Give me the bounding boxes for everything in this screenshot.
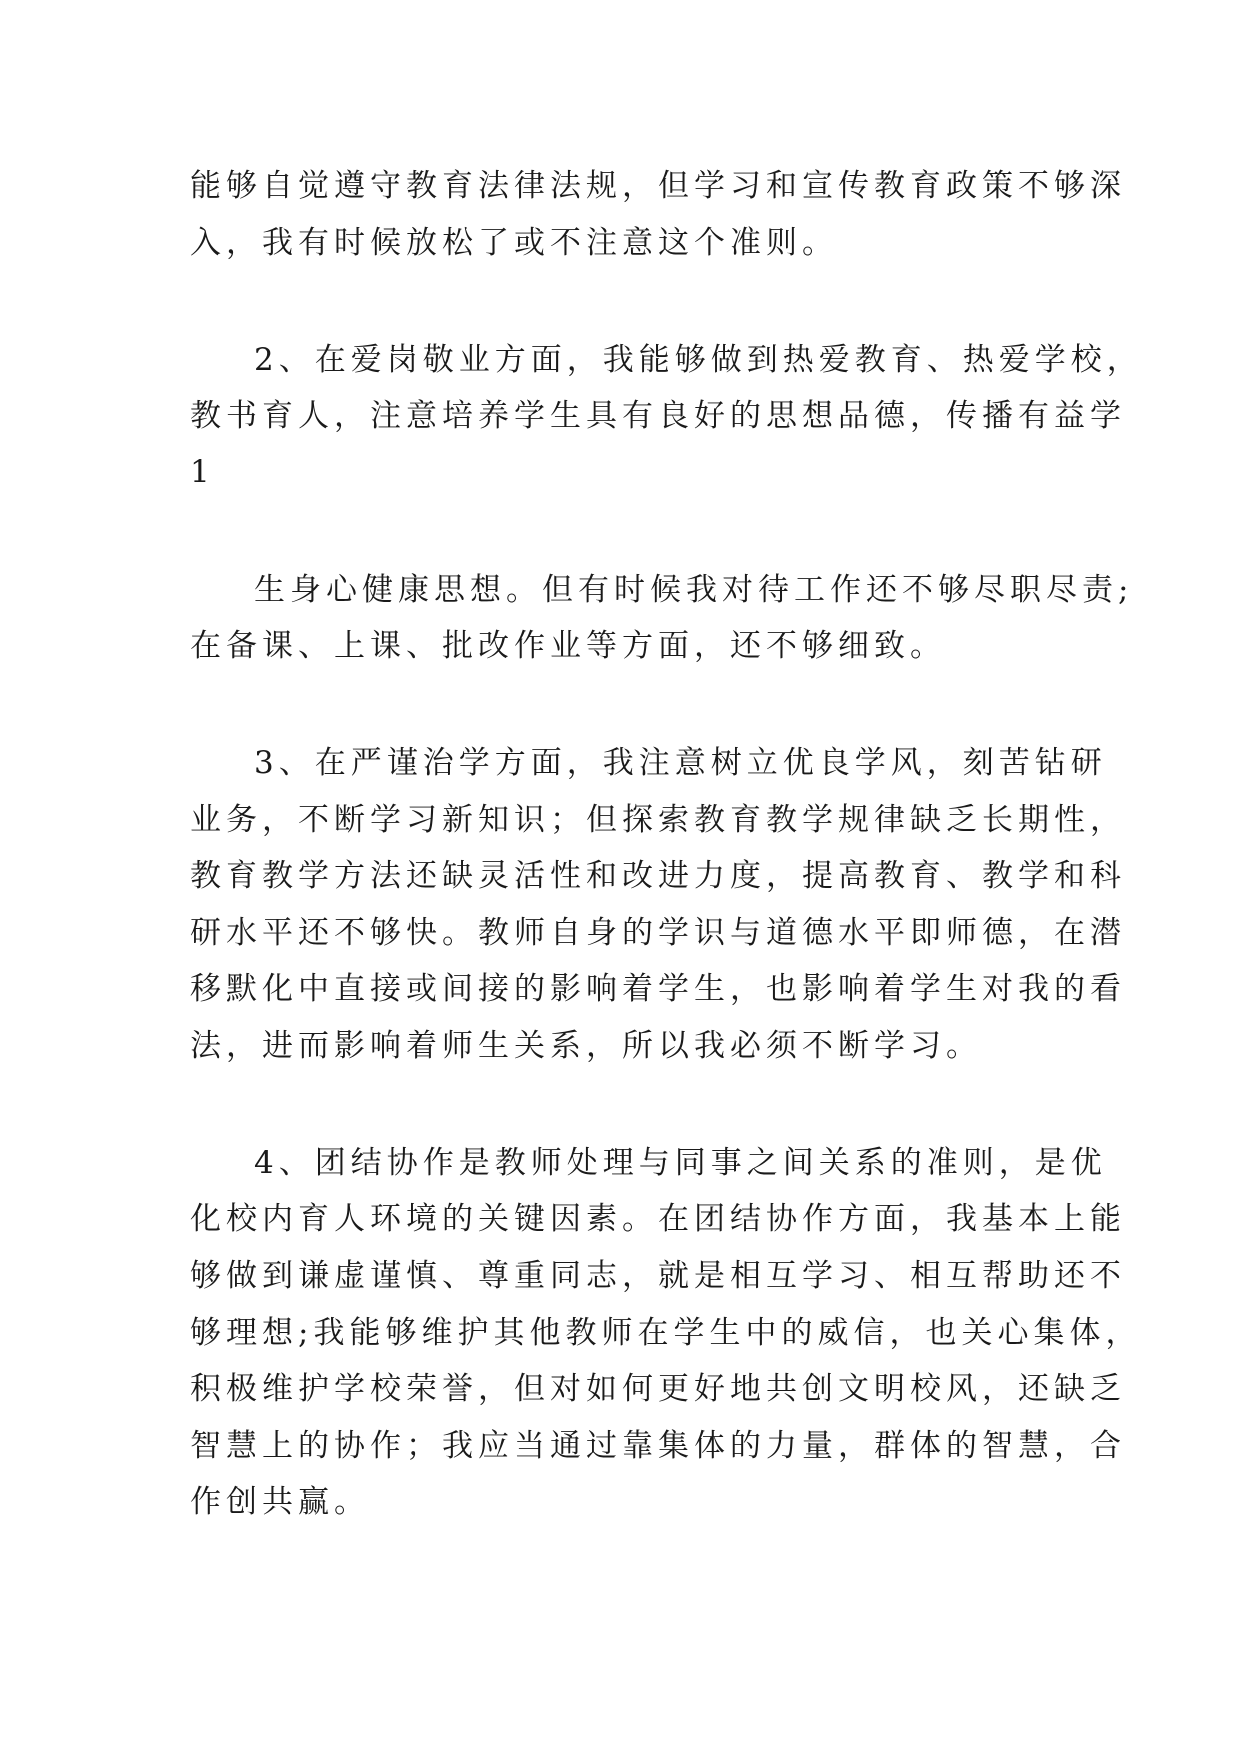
paragraph-4-line-6: 法，进而影响着师生关系，所以我必须不断学习。 xyxy=(190,1028,982,1064)
paragraph-4-line-5: 移默化中直接或间接的影响着学生，也影响着学生对我的看 xyxy=(190,971,1126,1007)
paragraph-5-line-4: 够理想;我能够维护其他教师在学生中的威信，也关心集体， xyxy=(190,1315,1142,1351)
paragraph-3-line-2: 在备课、上课、批改作业等方面，还不够细致。 xyxy=(190,628,946,664)
paragraph-4-line-4: 研水平还不够快。教师自身的学识与道德水平即师德，在潜 xyxy=(190,915,1126,951)
paragraph-4-line-3: 教育教学方法还缺灵活性和改进力度，提高教育、教学和科 xyxy=(190,858,1126,894)
paragraph-4-line-1: 3、在严谨治学方面，我注意树立优良学风，刻苦钻研 xyxy=(254,745,1107,781)
paragraph-5-line-5: 积极维护学校荣誉，但对如何更好地共创文明校风，还缺乏 xyxy=(190,1371,1126,1407)
paragraph-5-line-1: 4、团结协作是教师处理与同事之间关系的准则，是优 xyxy=(254,1145,1107,1181)
paragraph-4-line-2: 业务，不断学习新知识；但探索教育教学规律缺乏长期性， xyxy=(190,802,1126,838)
page-number: 1 xyxy=(190,454,215,490)
paragraph-1-line-2: 入，我有时候放松了或不注意这个准则。 xyxy=(190,225,838,261)
paragraph-2-line-1: 2、在爱岗敬业方面，我能够做到热爱教育、热爱学校， xyxy=(254,342,1143,378)
paragraph-5-line-6: 智慧上的协作；我应当通过靠集体的力量，群体的智慧，合 xyxy=(190,1428,1126,1464)
paragraph-5-line-7: 作创共赢。 xyxy=(190,1484,370,1520)
paragraph-1-line-1: 能够自觉遵守教育法律法规，但学习和宣传教育政策不够深 xyxy=(190,168,1126,204)
paragraph-2-line-2: 教书育人，注意培养学生具有良好的思想品德，传播有益学 xyxy=(190,398,1126,434)
paragraph-5-line-3: 够做到谦虚谨慎、尊重同志，就是相互学习、相互帮助还不 xyxy=(190,1258,1126,1294)
paragraph-5-line-2: 化校内育人环境的关键因素。在团结协作方面，我基本上能 xyxy=(190,1201,1126,1237)
paragraph-3-line-1: 生身心健康思想。但有时候我对待工作还不够尽职尽责; xyxy=(254,572,1134,608)
